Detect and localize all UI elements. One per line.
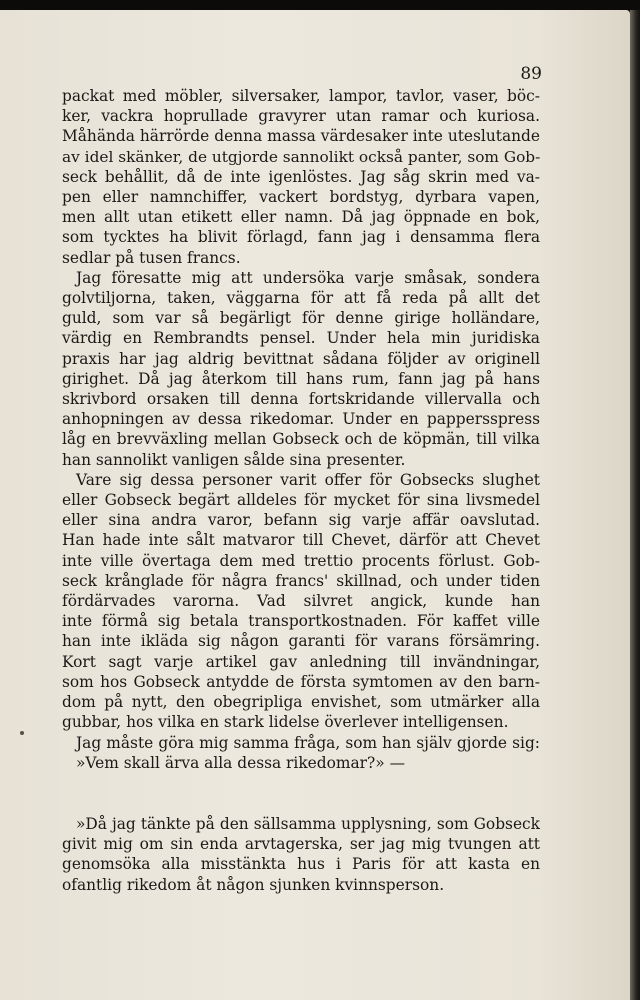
text-line: dom på nytt, den obegripliga envishet, som utmärker alla [62,693,540,712]
text-line: eller Gobseck begärt alldeles för mycket för sina livsmedel [62,491,540,510]
text-line: Vare sig dessa personer varit offer för Gobsecks slughet [76,470,540,489]
text-line: av idel skänker, de utgjorde sannolikt också panter, som Gob- [62,147,541,166]
paragraph-1 [62,86,540,268]
text-line: praxis har jag aldrig bevittnat sådana följder av originell [62,349,540,368]
text-line: eller sina andra varor, befann sig varje affär oavslutad. [62,511,540,530]
paragraph-3 [62,470,540,733]
text-line: genomsöka alla misstänkta hus i Paris för att kasta en [62,855,540,874]
text-line: Jag måste göra mig samma fråga, som han själv gjorde sig: [76,733,540,752]
text-line: Måhända härrörde denna massa värdesaker inte uteslutande [62,127,540,146]
text-line: skrivbord orsaken till denna fortskridande villervalla och [62,390,540,409]
text-line: golvtiljorna, taken, väggarna för att få reda på allt det [62,289,540,308]
text-line: gubbar, hos vilka en stark lidelse överlever intelligensen. [62,713,509,732]
paragraph-2 [62,268,540,470]
text-line: han sannolikt vanligen sålde sina presenter. [62,450,406,469]
text-line: seck krånglade för några francs' skillnad, och under tiden [62,571,540,590]
text-line: pen eller namnchiffer, vackert bordstyg, dyrbara vapen, [62,188,540,207]
text-line: seck behållit, då de inte igenlöstes. Jag såg skrin med va- [62,167,540,186]
text-line: »Då jag tänkte på den sällsamma upplysning, som Gobseck [76,814,540,833]
text-line: som tycktes ha blivit förlagd, fann jag i densamma flera [62,228,540,247]
text-line: Kort sagt varje artikel gav anledning till invändningar, [62,652,540,671]
page-number: 89 [520,64,542,84]
page-edge-shadow [630,10,640,1000]
text-line: men allt utan etikett eller namn. Då jag öppnade en bok, [62,208,540,227]
margin-speck [20,731,24,735]
text-line: girighet. Då jag återkom till hans rum, fann jag på hans [62,369,540,388]
text-line: guld, som var så begärligt för denne girige holländare, [62,309,540,328]
text-line: ofantlig rikedom åt någon sjunken kvinnsperson. [62,875,445,894]
text-line: inte ville övertaga dem med trettio procents förlust. Gob- [62,551,540,570]
paragraph-5 [62,814,540,895]
text-line: Jag föresatte mig att undersöka varje småsak, sondera [76,268,540,287]
text-line: låg en brevväxling mellan Gobseck och de köpmän, till vilka [62,430,540,449]
text-line: fördärvades varorna. Vad silvret angick, kunde han [62,592,540,611]
text-line: inte förmå sig betala transportkostnaden. För kaffet ville [62,612,540,631]
text-line: anhopningen av dessa rikedomar. Under en pappersspress [62,410,540,429]
body-text [62,86,540,895]
text-line: sedlar på tusen francs. [62,248,241,267]
paragraph-4 [62,733,540,773]
text-line: »Vem skall ärva alla dessa rikedomar?» — [76,753,405,772]
text-line: Han hade inte sålt matvaror till Chevet, därför att Chevet [62,531,540,550]
text-line: ker, vackra hoprullade gravyrer utan ramar och kuriosa. [62,107,540,126]
text-line: packat med möbler, silversaker, lampor, tavlor, vaser, böc- [62,87,540,105]
section-gap [62,773,540,814]
text-line: givit mig om sin enda arvtagerska, ser jag mig tvungen att [62,835,540,854]
text-line: värdig en Rembrandts pensel. Under hela min juridiska [62,329,540,348]
text-line: som hos Gobseck antydde de första symtomen av den barn- [62,672,540,691]
text-line: han inte ikläda sig någon garanti för varans försämring. [62,632,540,651]
